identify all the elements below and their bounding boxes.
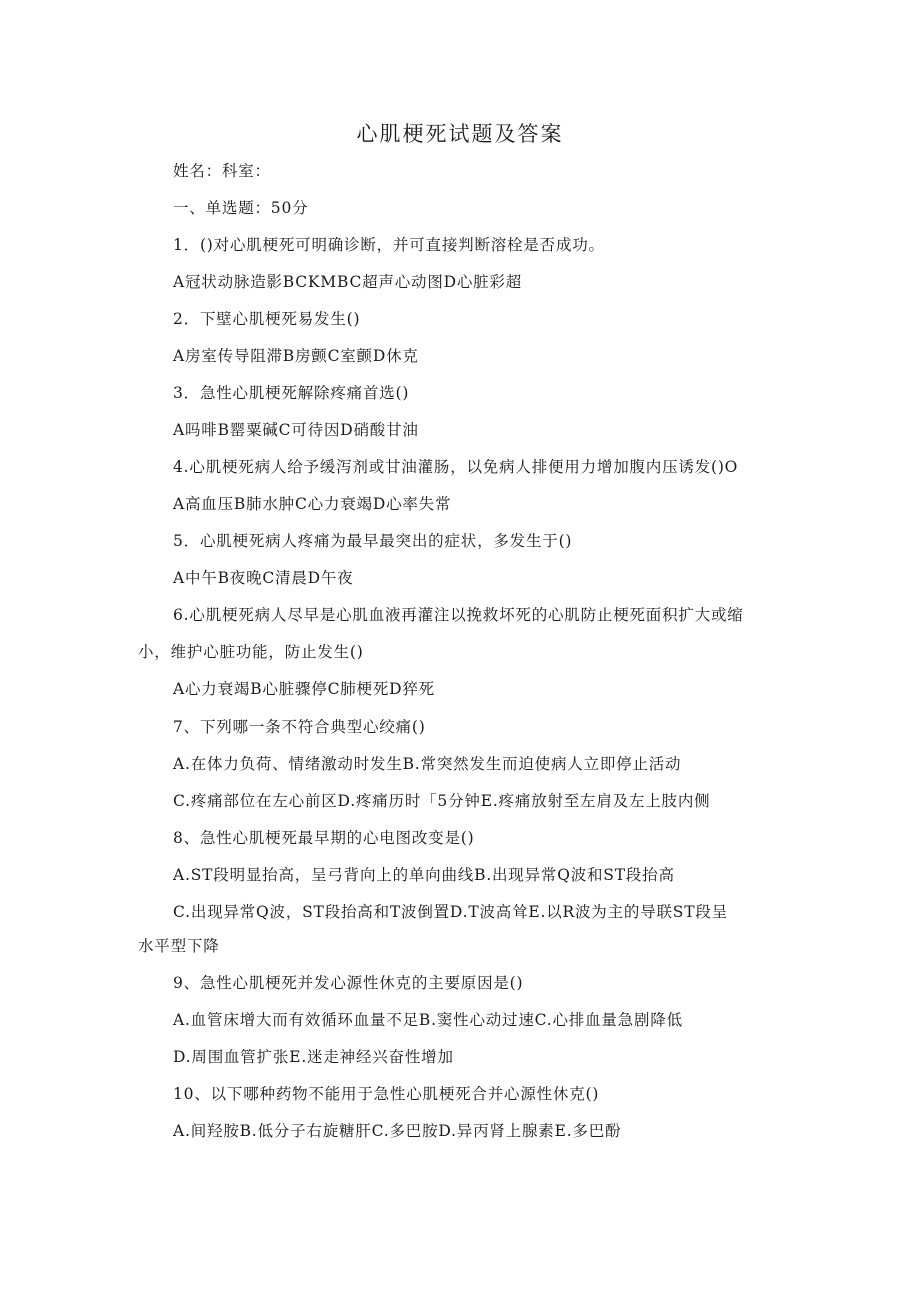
question-2-options: A房室传导阻滞B房颤C室颤D休克 — [173, 347, 419, 365]
question-7-options-a: A.在体力负荷、情绪激动时发生B.常突然发生而迫使病人立即停止活动 — [173, 755, 682, 773]
question-5-options: A中午B夜晚C清晨D午夜 — [173, 569, 354, 587]
question-7: 7、下列哪一条不符合典型心绞痛() — [173, 718, 426, 736]
question-8: 8、急性心肌梗死最早期的心电图改变是() — [173, 829, 475, 847]
question-2: 2．下壁心肌梗死易发生() — [173, 310, 361, 328]
question-4-options: A高血压B肺水肿C心力衰竭D心率失常 — [173, 495, 452, 513]
question-10: 10、以下哪种药物不能用于急性心肌梗死合并心源性休克() — [173, 1085, 600, 1103]
question-9: 9、急性心肌梗死并发心源性休克的主要原因是() — [173, 974, 524, 992]
question-10-options: A.间羟胺B.低分子右旋糖肝C.多巴胺D.异丙肾上腺素E.多巴酚 — [173, 1122, 622, 1140]
question-5: 5．心肌梗死病人疼痛为最早最突出的症状，多发生于() — [173, 532, 573, 550]
question-8-options-a: A.ST段明显抬高，呈弓背向上的单向曲线B.出现异常Q波和ST段抬高 — [173, 866, 675, 884]
question-1-options: A冠状动脉造影BCKMBC超声心动图D心脏彩超 — [173, 273, 523, 291]
document-title: 心肌梗死试题及答案 — [356, 122, 564, 146]
question-7-options-b: C.疼痛部位在左心前区D.疼痛历时「5分钟E.疼痛放射至左肩及左上肢内侧 — [173, 792, 711, 810]
question-1: 1．()对心肌梗死可明确诊断，并可直接判断溶栓是否成功。 — [173, 236, 605, 254]
section-heading: 一、单选题：50分 — [173, 199, 309, 217]
question-9-options-a: A.血管床增大而有效循环血量不足B.窦性心动过速C.心排血量急剧降低 — [173, 1011, 683, 1029]
question-6: 6.心肌梗死病人尽早是心肌血液再灌注以挽救坏死的心肌防止梗死面积扩大或缩 — [173, 606, 744, 624]
question-8-options-continued: 水平型下降 — [138, 937, 220, 955]
question-6-continued: 小，维护心脏功能，防止发生() — [138, 643, 364, 661]
name-department-line: 姓名：科室： — [173, 162, 271, 180]
question-6-options: A心力衰竭B心脏骤停C肺梗死D猝死 — [173, 680, 435, 698]
question-3: 3．急性心肌梗死解除疼痛首选() — [173, 384, 410, 402]
question-8-options-b: C.出现异常Q波，ST段抬高和T波倒置D.T波高耸E.以R波为主的导联ST段呈 — [173, 903, 728, 921]
question-3-options: A吗啡B罂粟碱C可待因D硝酸甘油 — [173, 421, 419, 439]
question-9-options-b: D.周围血管扩张E.迷走神经兴奋性增加 — [173, 1048, 454, 1066]
question-4: 4.心肌梗死病人给予缓泻剂或甘油灌肠，以免病人排便用力增加腹内压诱发()O — [173, 458, 739, 476]
